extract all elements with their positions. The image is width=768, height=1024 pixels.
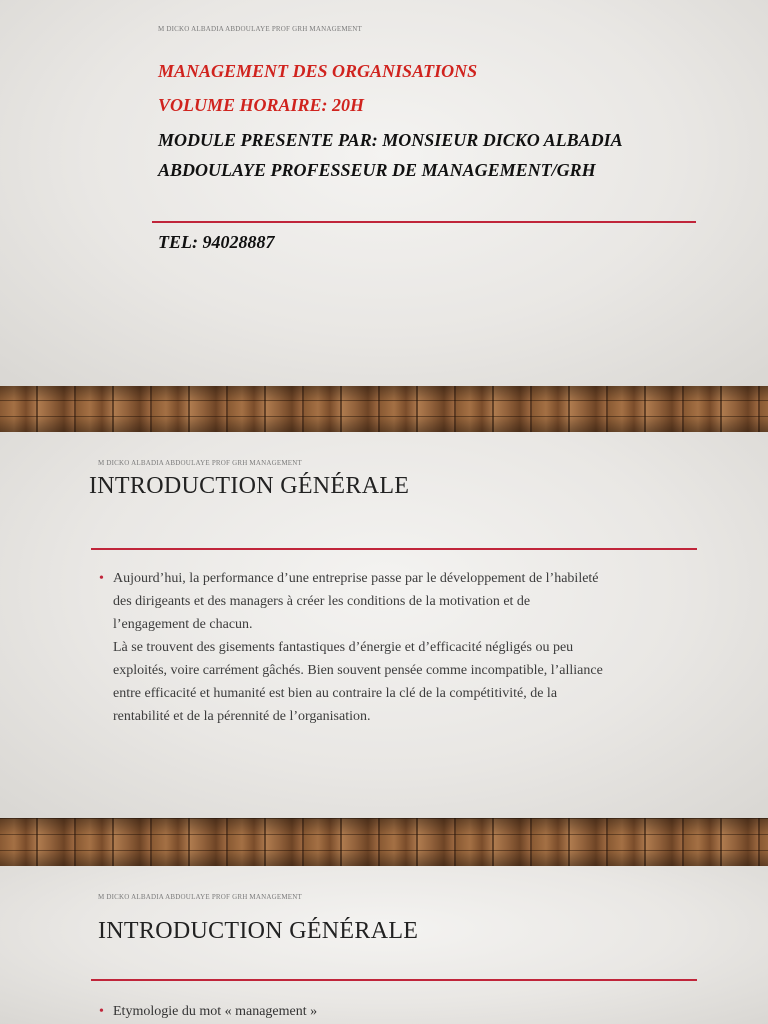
- slide-1: [0, 0, 768, 386]
- slide-header: M DICKO ALBADIA ABDOULAYE PROF GRH MANAGEMENT: [158, 25, 362, 33]
- paragraph-line: exploités, voire carrément gâchés. Bien souvent pensée comme incompatible, l’alliance: [113, 663, 603, 678]
- slide-title: INTRODUCTION GÉNÉRALE: [89, 473, 410, 499]
- telephone: TEL: 94028887: [158, 232, 275, 252]
- wood-floor-band: [0, 818, 768, 866]
- bullet-paragraph: [113, 567, 603, 728]
- paragraph-line: Là se trouvent des gisements fantastiques d’énergie et d’efficacité négligés ou peu: [113, 640, 574, 655]
- bullet-item: Etymologie du mot « management »: [113, 1004, 318, 1019]
- slide-2: [0, 432, 768, 818]
- slide-header: M DICKO ALBADIA ABDOULAYE PROF GRH MANAGEMENT: [98, 459, 302, 467]
- bullet-icon: •: [99, 571, 104, 586]
- paragraph-line: entre efficacité et humanité est bien au contraire la clé de la compétitivité, de la: [113, 686, 558, 701]
- paragraph-line: Aujourd’hui, la performance d’une entreprise passe par le développement de l’habileté: [113, 571, 599, 586]
- slide-3: [0, 866, 768, 1024]
- course-hours: VOLUME HORAIRE: 20H: [158, 95, 365, 115]
- course-title: MANAGEMENT DES ORGANISATIONS: [158, 61, 478, 81]
- divider-rule: [91, 548, 697, 550]
- wood-floor-band: [0, 386, 768, 432]
- paragraph-line: des dirigeants et des managers à créer les conditions de la motivation et de: [113, 594, 531, 609]
- slide-title: INTRODUCTION GÉNÉRALE: [98, 918, 419, 944]
- slide-header: M DICKO ALBADIA ABDOULAYE PROF GRH MANAGEMENT: [98, 893, 302, 901]
- paragraph-line: l’engagement de chacun.: [113, 617, 253, 632]
- presenter-line-1: MODULE PRESENTE PAR: MONSIEUR DICKO ALBADIA: [158, 130, 623, 150]
- presenter-line-2: ABDOULAYE PROFESSEUR DE MANAGEMENT/GRH: [158, 160, 596, 180]
- divider-rule: [91, 979, 697, 981]
- bullet-icon: •: [99, 1004, 104, 1019]
- paragraph-line: rentabilité et de la pérennité de l’organisation.: [113, 709, 371, 724]
- divider-rule: [152, 221, 696, 223]
